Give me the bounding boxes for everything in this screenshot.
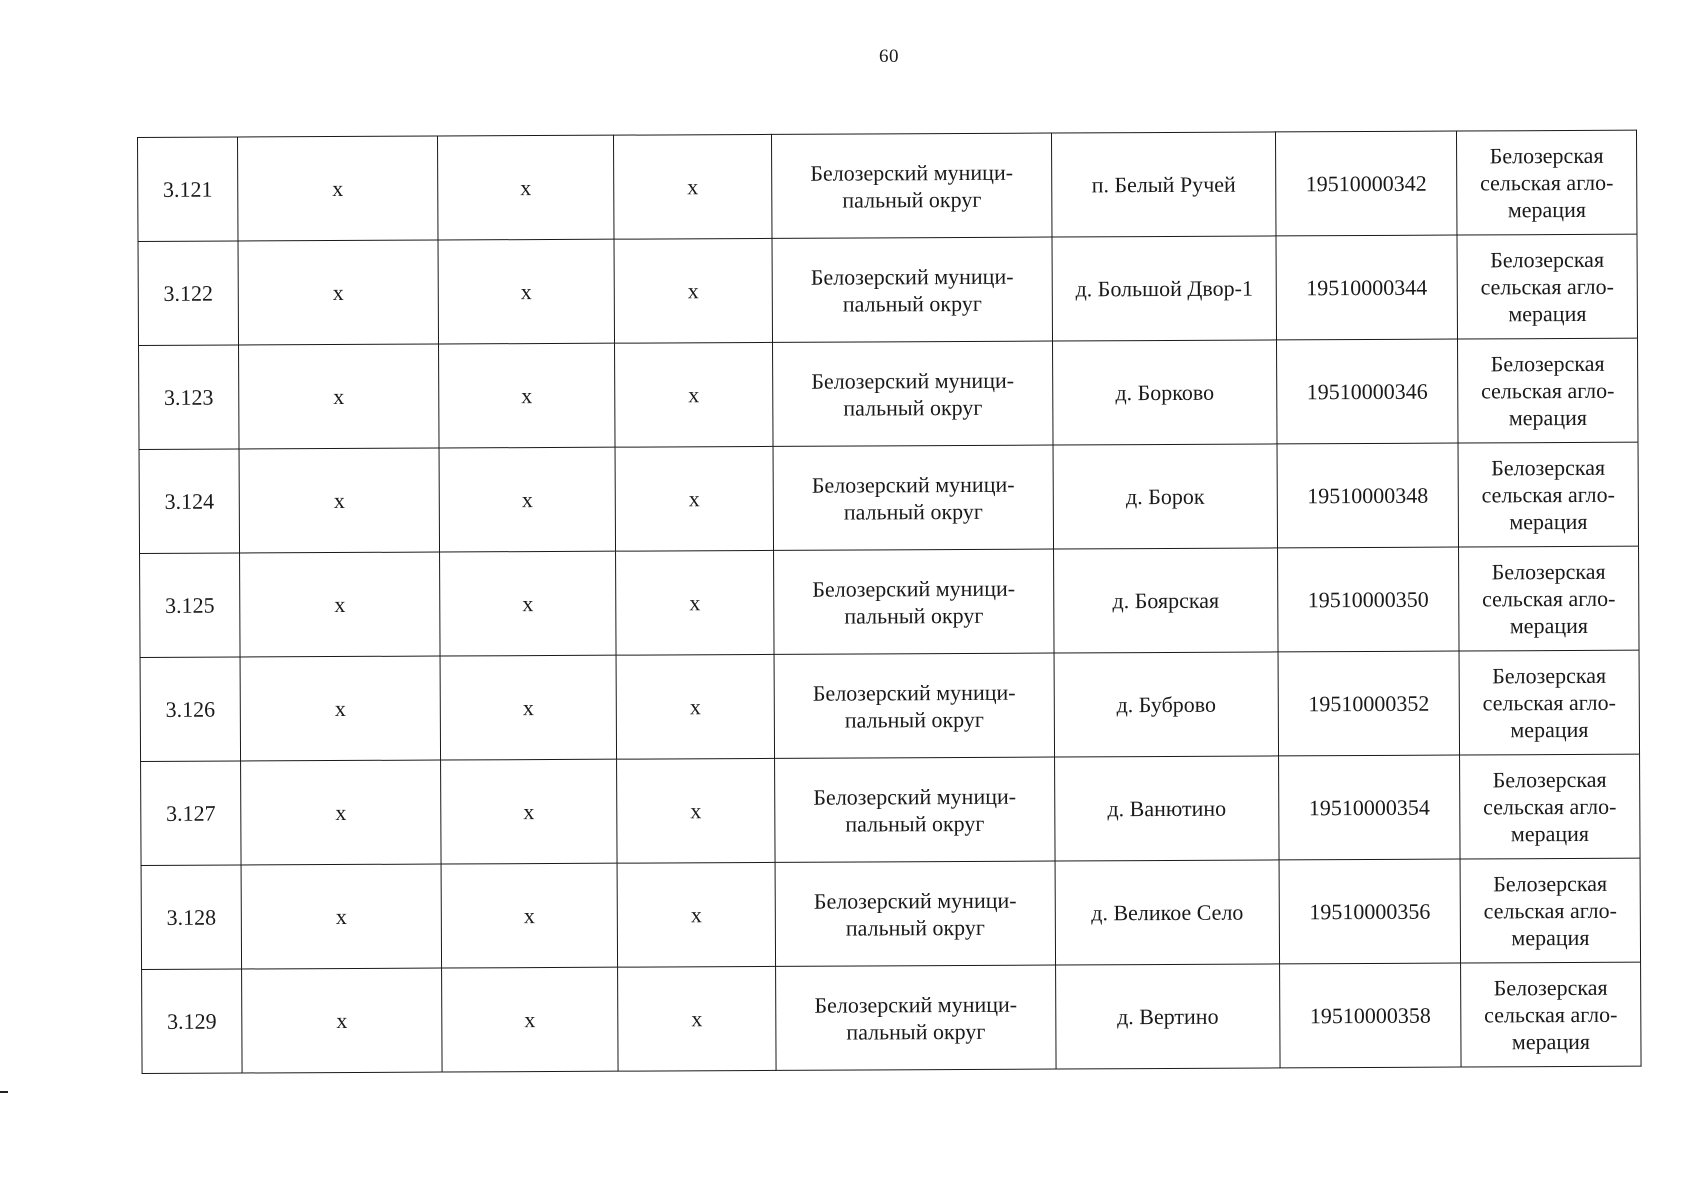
- district-cell: Белозерский муници- пальный округ: [774, 653, 1055, 758]
- district-cell: Белозерский муници- пальный округ: [772, 237, 1053, 342]
- agglomeration-cell: Белозерская сельская агло- мерация: [1460, 754, 1641, 859]
- district-cell: Белозерский муници- пальный округ: [775, 757, 1056, 862]
- agglomeration-cell: Белозерская сельская агло- мерация: [1459, 650, 1640, 755]
- row-number-cell: 3.125: [140, 553, 241, 657]
- mark-cell: x: [617, 862, 776, 967]
- code-cell: 19510000342: [1275, 131, 1457, 236]
- mark-cell: x: [240, 656, 441, 761]
- code-cell: 19510000348: [1277, 443, 1459, 548]
- row-number-cell: 3.127: [141, 761, 242, 865]
- agglomeration-cell: Белозерская сельская агло- мерация: [1459, 546, 1640, 651]
- mark-cell: x: [614, 238, 773, 343]
- agglomeration-cell: Белозерская сельская агло- мерация: [1457, 234, 1638, 339]
- table-row: [140, 546, 1639, 657]
- code-cell: 19510000358: [1280, 963, 1462, 1068]
- mark-cell: x: [439, 343, 616, 448]
- settlement-cell: д. Боярская: [1054, 548, 1279, 653]
- row-number-cell: 3.129: [142, 969, 243, 1073]
- table-row: [142, 962, 1641, 1073]
- code-cell: 19510000352: [1278, 651, 1460, 756]
- code-cell: 19510000350: [1278, 547, 1460, 652]
- agglomeration-cell: Белозерская сельская агло- мерация: [1460, 858, 1641, 963]
- mark-cell: x: [242, 968, 443, 1073]
- settlement-cell: д. Большой Двор-1: [1052, 236, 1277, 341]
- page-number: 60: [879, 46, 899, 67]
- district-cell: Белозерский муници- пальный округ: [773, 445, 1054, 550]
- mark-cell: x: [442, 967, 619, 1072]
- code-cell: 19510000346: [1277, 339, 1459, 444]
- code-cell: 19510000354: [1279, 755, 1461, 860]
- district-cell: Белозерский муници- пальный округ: [775, 861, 1056, 966]
- agglomeration-cell: Белозерская сельская агло- мерация: [1456, 130, 1637, 235]
- mark-cell: x: [241, 760, 442, 865]
- table-row: [138, 130, 1637, 241]
- district-cell: Белозерский муници- пальный округ: [776, 965, 1057, 1070]
- settlement-cell: п. Белый Ручей: [1051, 132, 1276, 237]
- mark-cell: x: [613, 134, 772, 239]
- mark-cell: x: [239, 344, 440, 449]
- row-number-cell: 3.128: [141, 865, 242, 969]
- settlement-cell: д. Борок: [1053, 444, 1278, 549]
- table-row: [139, 442, 1638, 553]
- mark-cell: x: [616, 550, 775, 655]
- row-number-cell: 3.126: [140, 657, 241, 761]
- mark-cell: x: [618, 966, 777, 1071]
- mark-cell: x: [238, 240, 439, 345]
- code-cell: 19510000356: [1279, 859, 1461, 964]
- mark-cell: x: [439, 447, 616, 552]
- table-row: [138, 234, 1637, 345]
- mark-cell: x: [615, 446, 774, 551]
- settlement-cell: д. Ванютино: [1055, 756, 1280, 861]
- mark-cell: x: [615, 342, 774, 447]
- agglomeration-cell: Белозерская сельская агло- мерация: [1458, 442, 1639, 547]
- mark-cell: x: [241, 864, 442, 969]
- table-row: [141, 754, 1640, 865]
- mark-cell: x: [437, 135, 614, 240]
- district-cell: Белозерский муници- пальный округ: [774, 549, 1055, 654]
- mark-cell: x: [240, 552, 441, 657]
- mark-cell: x: [238, 136, 439, 241]
- table-row: [139, 338, 1638, 449]
- row-number-cell: 3.121: [138, 137, 239, 241]
- settlement-cell: д. Буброво: [1054, 652, 1279, 757]
- district-cell: Белозерский муници- пальный округ: [773, 341, 1054, 446]
- mark-cell: x: [616, 654, 775, 759]
- agglomeration-cell: Белозерская сельская агло- мерация: [1461, 962, 1642, 1067]
- mark-cell: x: [441, 863, 618, 968]
- table-row: [140, 650, 1639, 761]
- table-body: [138, 130, 1642, 1073]
- margin-mark: [0, 1091, 8, 1093]
- mark-cell: x: [617, 758, 776, 863]
- settlement-cell: д. Великое Село: [1055, 860, 1280, 965]
- mark-cell: x: [441, 759, 618, 864]
- row-number-cell: 3.124: [139, 449, 240, 553]
- settlement-cell: д. Вертино: [1056, 964, 1281, 1069]
- mark-cell: x: [440, 551, 617, 656]
- district-cell: Белозерский муници- пальный округ: [771, 133, 1052, 238]
- mark-cell: x: [440, 655, 617, 760]
- settlement-cell: д. Борково: [1053, 340, 1278, 445]
- table-row: [141, 858, 1640, 969]
- code-cell: 19510000344: [1276, 235, 1458, 340]
- mark-cell: x: [239, 448, 440, 553]
- mark-cell: x: [438, 239, 615, 344]
- settlements-table: [137, 130, 1642, 1074]
- row-number-cell: 3.122: [138, 241, 239, 345]
- row-number-cell: 3.123: [139, 345, 240, 449]
- agglomeration-cell: Белозерская сельская агло- мерация: [1458, 338, 1639, 443]
